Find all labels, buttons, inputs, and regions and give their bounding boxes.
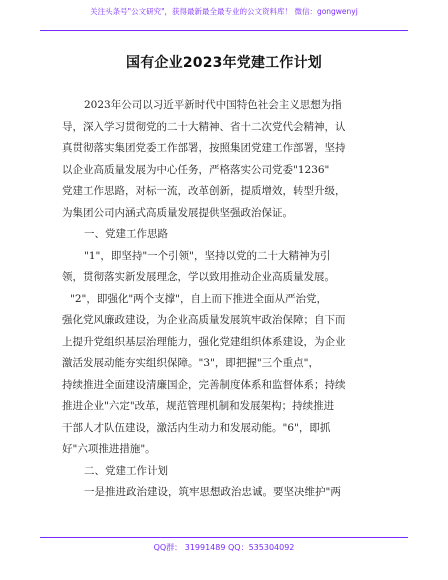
document-body (62, 95, 388, 504)
body-line: 推进企业"六定"改革，规范管理机制和发展架构；持续推进 (62, 400, 335, 412)
section-heading: 一、党建工作思路 (84, 228, 168, 240)
header-divider (40, 30, 408, 31)
body-line: 强化党风廉政建设，为企业高质量发展筑牢政治保障；自下而 (62, 314, 346, 326)
body-line: 好"六项推进措施"。 (62, 443, 156, 455)
body-line: 以企业高质量发展为中心任务，严格落实公司党委"1236" (62, 163, 330, 176)
body-line: 激活发展动能夯实组织保障。"3"，即把握"三个重点"， (62, 357, 319, 369)
footer-divider (40, 537, 408, 538)
body-line: 党建工作思路，对标一流，改革创新，提质增效，转型升级， (62, 185, 346, 197)
body-line: 真贯彻落实集团党委工作部署，按照集团党建工作部署，坚持 (62, 142, 346, 154)
body-line: 干部人才队伍建设，激活内生动力和发展动能。"6"，即抓 (62, 421, 331, 434)
body-line: "1"，即坚持"一个引领"，坚持以党的二十大精神为引 (84, 249, 331, 262)
body-line: 导，深入学习贯彻党的二十大精神、省十二次党代会精神，认 (62, 120, 346, 133)
header-note: 关注头条号"公文研究"，获得最新最全最专业的公文资料库！ 微信：gongwenyj (90, 7, 358, 16)
section-heading: 二、党建工作计划 (84, 464, 168, 477)
page-title: 国有企业2023年党建工作计划 (126, 55, 322, 71)
footer-contact: QQ群： 31991489 QQ：535304092 (153, 543, 295, 552)
body-line: 2023年公司以习近平新时代中国特色社会主义思想为指 (84, 99, 342, 111)
body-line: 为集团公司内涵式高质量发展提供坚强政治保证。 (62, 206, 293, 219)
body-line: 领，贯彻落实新发展理念，学以致用推动企业高质量发展。 (62, 271, 335, 283)
body-line: 持续推进全面建设清廉国企，完善制度体系和监督体系；持续 (62, 378, 346, 391)
body-line: "2"，即强化"两个支撑"，自上而下推进全面从严治党， (70, 292, 327, 305)
body-line: 一是推进政治建设，筑牢思想政治忠诚。要坚决维护"两 (84, 486, 341, 498)
body-line: 上提升党组织基层治理能力，强化党建组织体系建设，为企业 (62, 335, 346, 348)
